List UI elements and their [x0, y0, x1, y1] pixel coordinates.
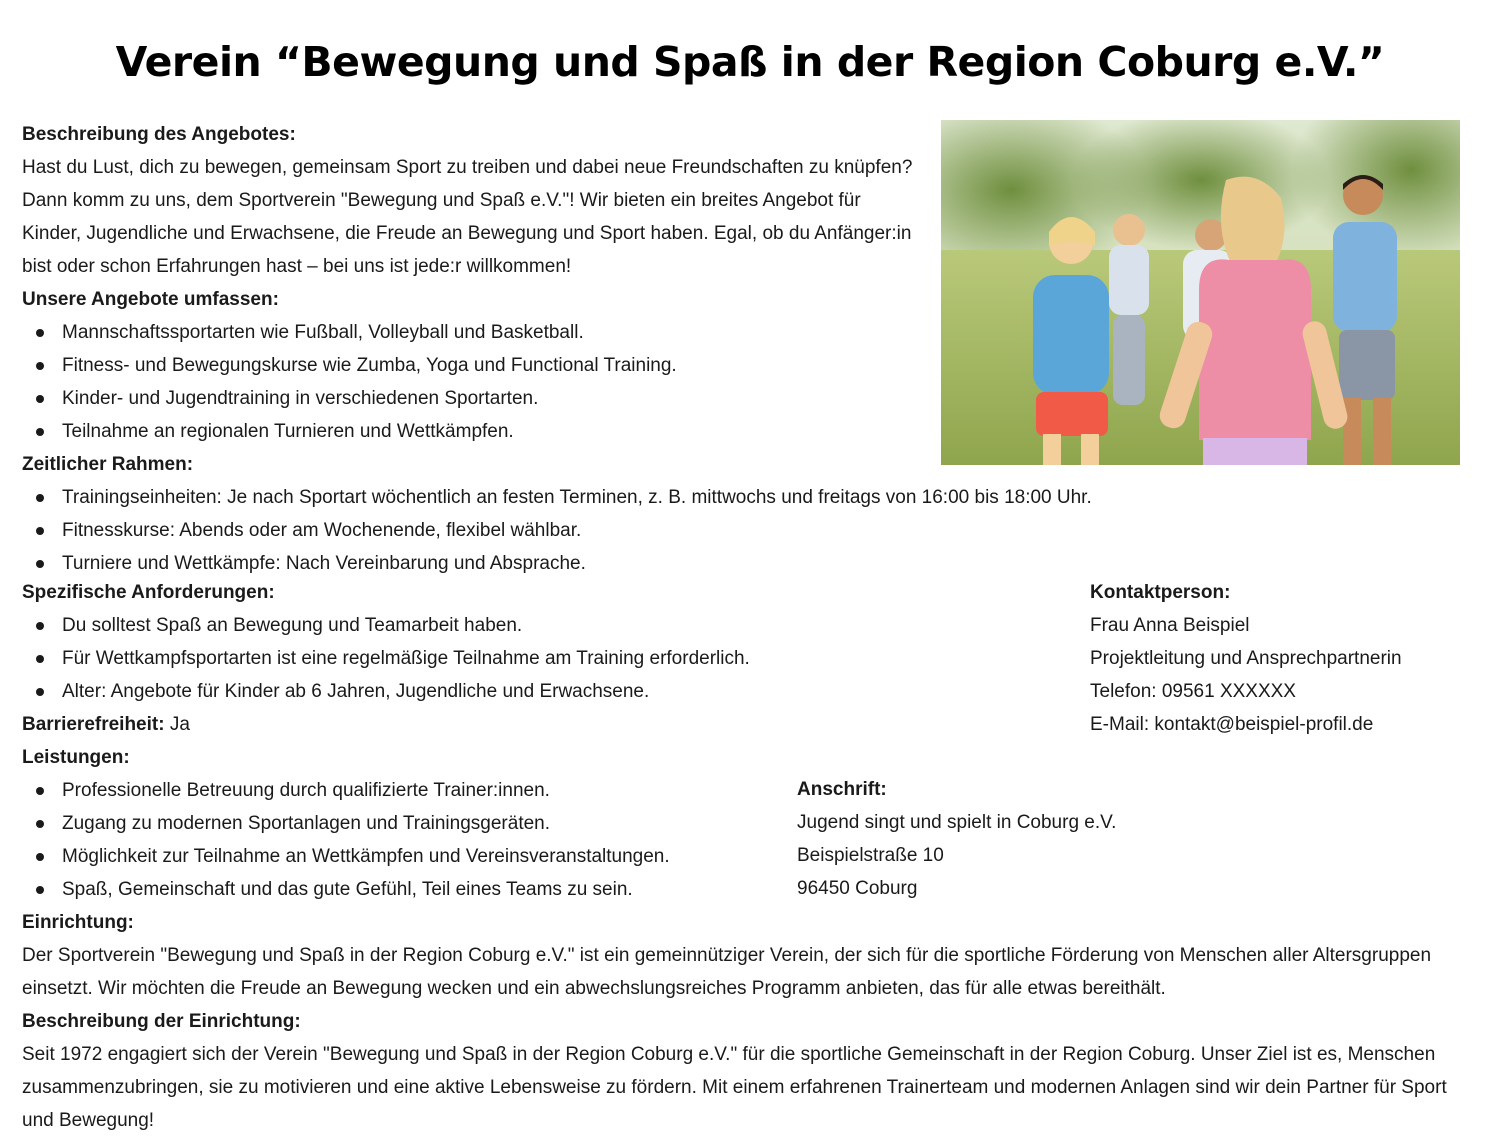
- kontakt-telefon: Telefon: 09561 XXXXXX: [1090, 681, 1296, 702]
- list-item: Möglichkeit zur Teilnahme an Wettkämpfen und Vereinsveranstaltungen.: [62, 840, 922, 873]
- heading-leistungen: Leistungen:: [22, 747, 130, 768]
- list-item: Mannschaftssportarten wie Fußball, Volleyball und Basketball.: [62, 316, 922, 349]
- heading-angebote: Unsere Angebote umfassen:: [22, 289, 279, 310]
- barrierefreiheit: [22, 708, 922, 741]
- list-item: Kinder- und Jugendtraining in verschiedenen Sportarten.: [62, 382, 922, 415]
- rahmen-list: [22, 481, 1322, 580]
- photo-illustration: [941, 120, 1460, 465]
- list-item: Trainingseinheiten: Je nach Sportart wöchentlich an festen Terminen, z. B. mittwochs und freitags von 16:00 bis 18:00 Uhr.: [62, 481, 1322, 514]
- section-kontakt: [1090, 576, 1490, 741]
- section-beschreibung: [22, 118, 922, 481]
- heading-kontakt: Kontaktperson:: [1090, 582, 1231, 603]
- list-item: Zugang zu modernen Sportanlagen und Trainingsgeräten.: [62, 807, 922, 840]
- section-anforderungen: [22, 576, 922, 906]
- page-title: Verein “Bewegung und Spaß in der Region Coburg e.V.”: [115, 38, 1385, 86]
- list-item: Professionelle Betreuung durch qualifizierte Trainer:innen.: [62, 774, 922, 807]
- heading-anschrift: Anschrift:: [797, 779, 887, 800]
- list-item: Spaß, Gemeinschaft und das gute Gefühl, Teil eines Teams zu sein.: [62, 873, 922, 906]
- barriere-label: Barrierefreiheit:: [22, 714, 165, 735]
- barriere-value: Ja: [169, 714, 190, 735]
- angebote-list: [22, 316, 922, 448]
- beschreibung-text: Hast du Lust, dich zu bewegen, gemeinsam Sport zu treiben und dabei neue Freundschaften zu knüpfen? Dann komm zu uns, dem Sportverein "Bewegung und Spaß e.V."! Wir bieten ein breites Angebot für Kinder, Jugendliche und Erwachsene, die Freude an Bewegung und Sport haben. Egal, ob du Anfänger:in bist oder schon Erfahrungen hast – bei uns ist jede:r willkommen!: [22, 157, 913, 277]
- kontakt-email[interactable]: E-Mail: kontakt@beispiel-profil.de: [1090, 714, 1374, 735]
- heading-einrichtung: Einrichtung:: [22, 912, 134, 933]
- group-sport-photo: [941, 120, 1460, 465]
- kontakt-name: Frau Anna Beispiel: [1090, 615, 1250, 636]
- heading-beschreibung: Beschreibung des Angebotes:: [22, 124, 296, 145]
- list-item: Für Wettkampfsportarten ist eine regelmäßige Teilnahme am Training erforderlich.: [62, 642, 922, 675]
- list-item: Fitnesskurse: Abends oder am Wochenende, flexibel wählbar.: [62, 514, 1322, 547]
- kontakt-role: Projektleitung und Ansprechpartnerin: [1090, 648, 1402, 669]
- anschrift-line: Beispielstraße 10: [797, 845, 944, 866]
- list-item: Fitness- und Bewegungskurse wie Zumba, Yoga und Functional Training.: [62, 349, 922, 382]
- heading-einrichtung-beschreibung: Beschreibung der Einrichtung:: [22, 1011, 301, 1032]
- einrichtung-beschreibung-text: Seit 1972 engagiert sich der Verein "Bewegung und Spaß in der Region Coburg e.V." für die sportliche Gemeinschaft in der Region Coburg. Unser Ziel ist es, Menschen zusammenzubringen, sie zu motivieren und eine aktive Lebensweise zu fördern. Mit einem erfahrenen Trainerteam und modernen Anlagen sind wir dein Partner für Sport und Bewegung!: [22, 1044, 1447, 1131]
- einrichtung-text: Der Sportverein "Bewegung und Spaß in der Region Coburg e.V." ist ein gemeinnütziger Verein, der sich für die sportliche Förderung von Menschen aller Altersgruppen einsetzt. Wir möchten die Freude an Bewegung wecken und ein abwechslungsreiches Programm anbieten, das für alle etwas bereithält.: [22, 945, 1432, 999]
- leistungen-list: [22, 774, 922, 906]
- list-item: Turniere und Wettkämpfe: Nach Vereinbarung und Absprache.: [62, 547, 1322, 580]
- list-item: Alter: Angebote für Kinder ab 6 Jahren, Jugendliche und Erwachsene.: [62, 675, 922, 708]
- heading-anforderungen: Spezifische Anforderungen:: [22, 582, 275, 603]
- section-anschrift: [797, 773, 1197, 905]
- list-item: Teilnahme an regionalen Turnieren und Wettkämpfen.: [62, 415, 922, 448]
- anschrift-line: 96450 Coburg: [797, 878, 918, 899]
- section-einrichtung: [22, 906, 1482, 1137]
- list-item: Du solltest Spaß an Bewegung und Teamarbeit haben.: [62, 609, 922, 642]
- heading-rahmen: Zeitlicher Rahmen:: [22, 454, 194, 475]
- section-rahmen: [22, 481, 1322, 580]
- anschrift-line: Jugend singt und spielt in Coburg e.V.: [797, 812, 1117, 833]
- anforderungen-list: [22, 609, 922, 708]
